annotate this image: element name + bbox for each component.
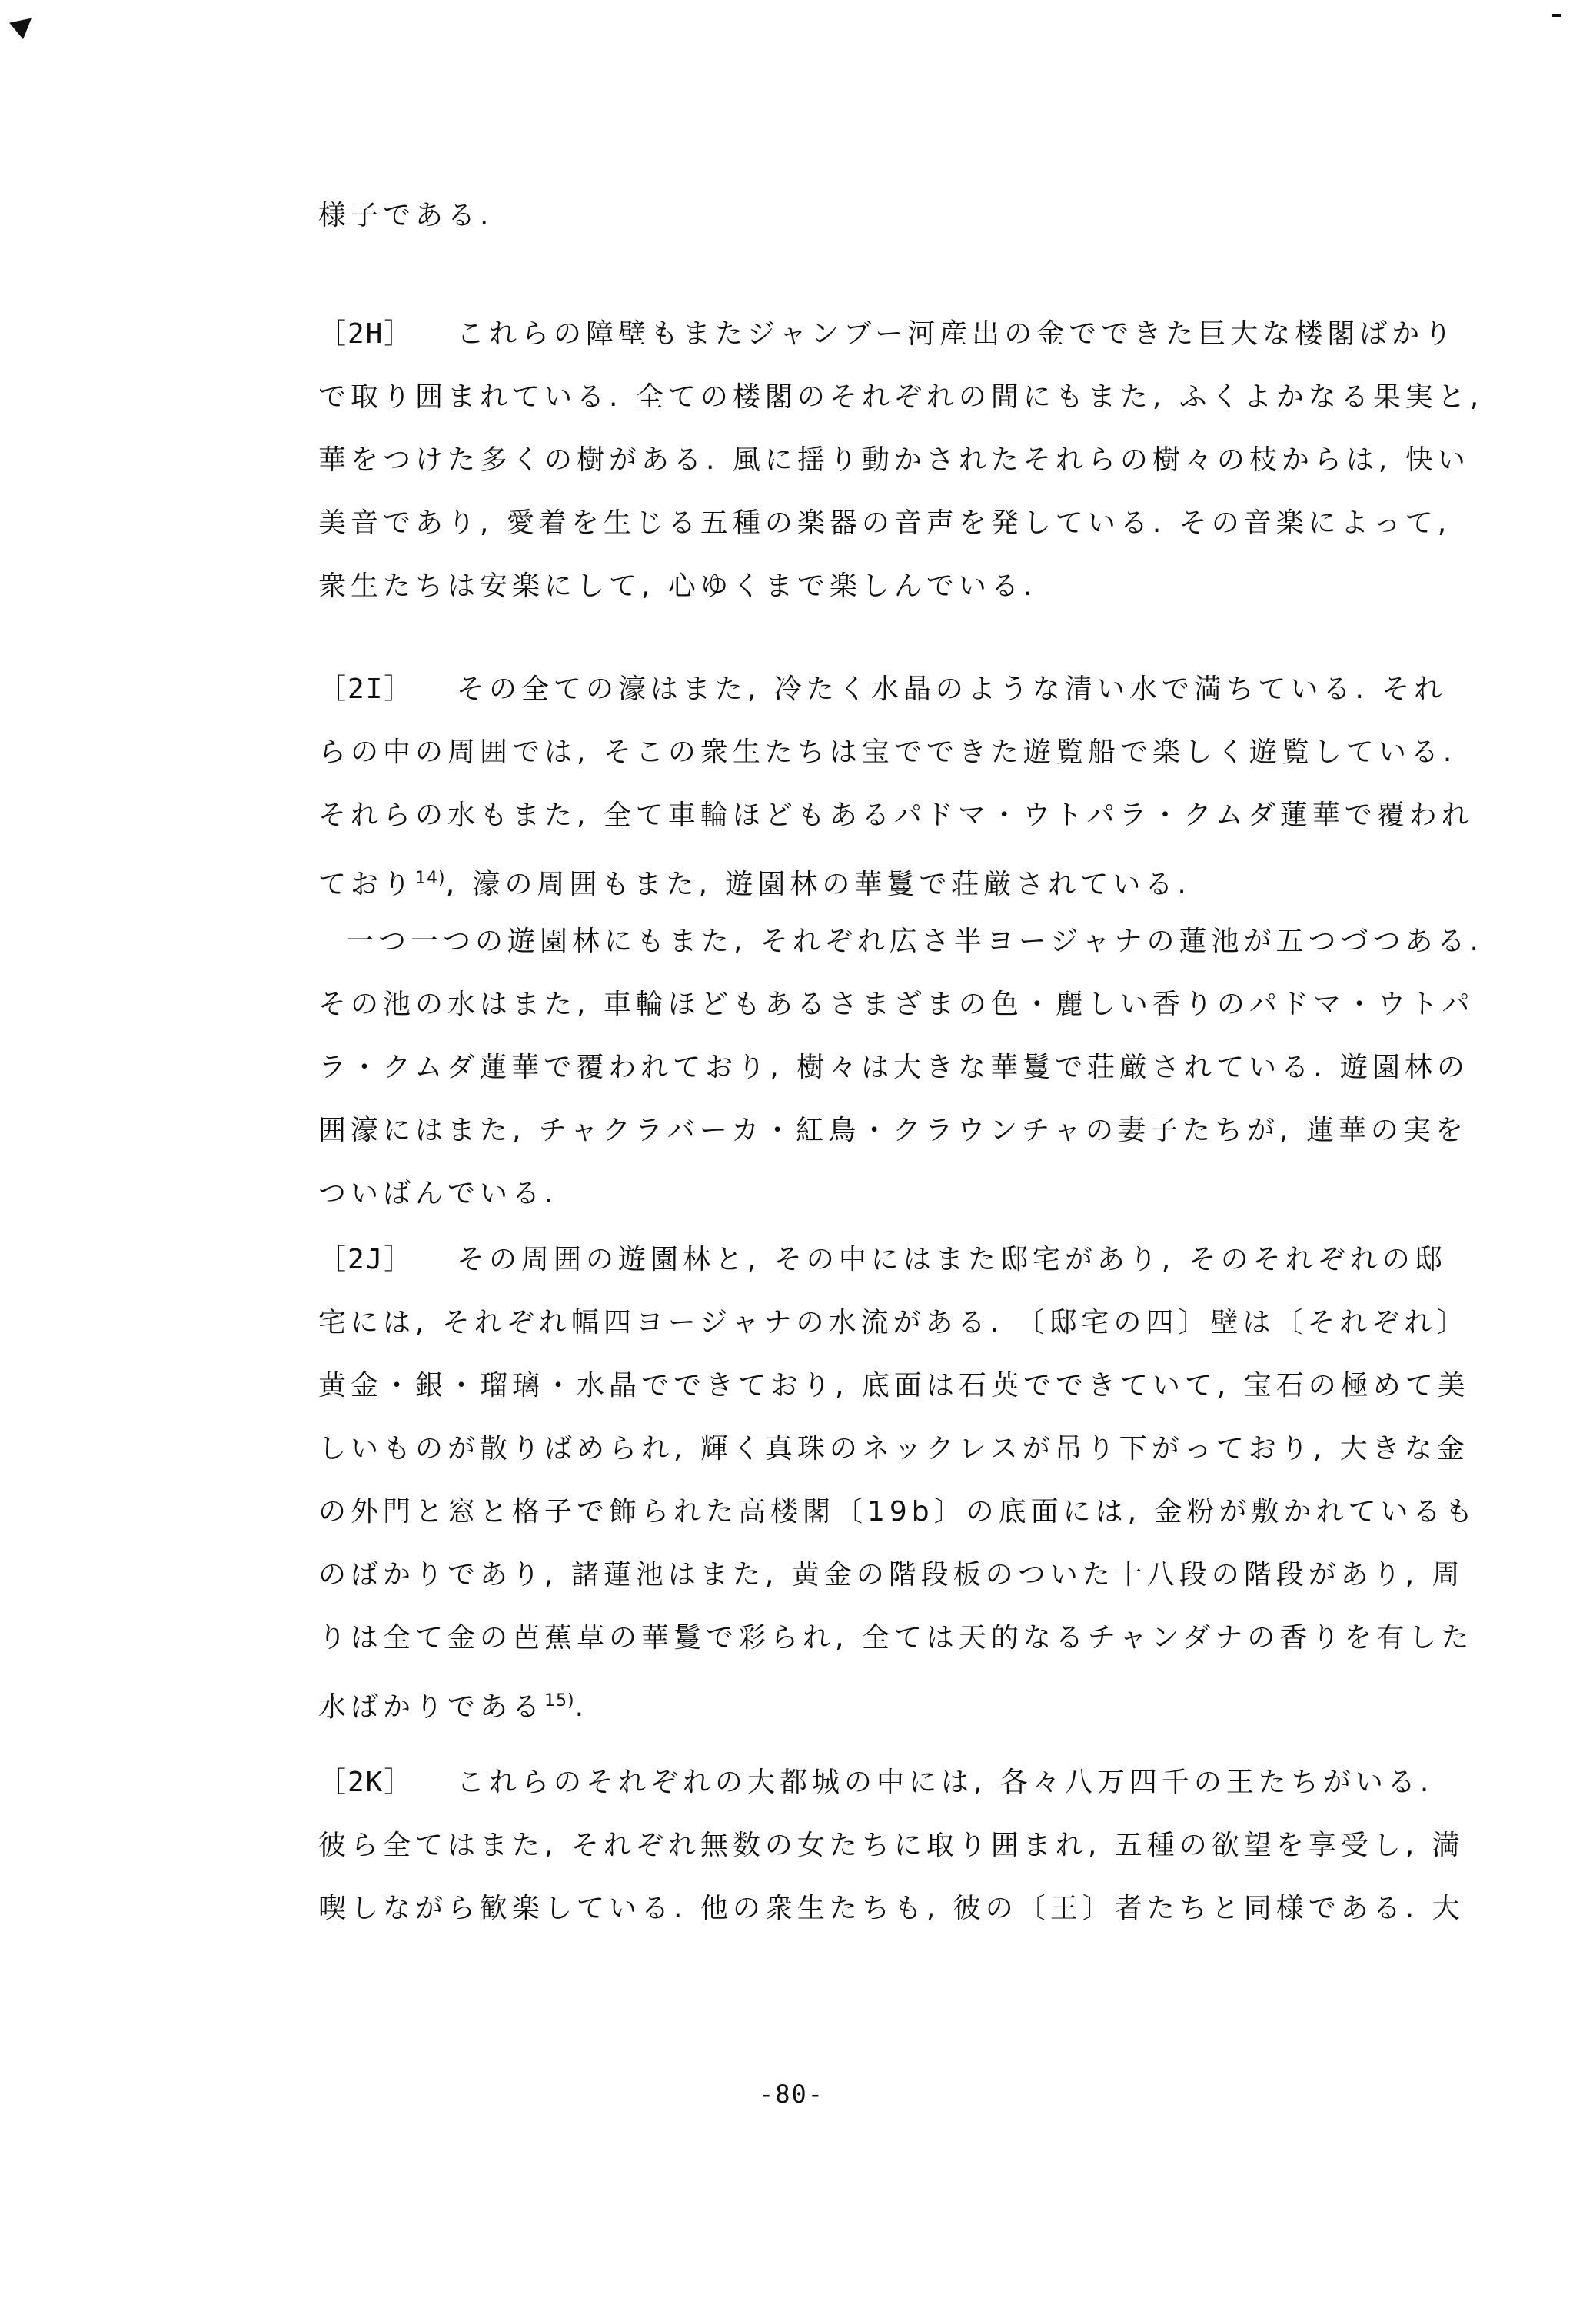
text-line: ［2J］ その周囲の遊園林と, その中にはまた邸宅があり, そのそれぞれの邸 bbox=[318, 1228, 1518, 1292]
text-line: ラ・クムダ蓮華で覆われており, 樹々は大きな華鬘で荘厳されている. 遊園林の bbox=[318, 1052, 1470, 1083]
text-line: 黄金・銀・瑠璃・水晶でできており, 底面は石英でできていて, 宝石の極めて美 bbox=[318, 1370, 1470, 1401]
text-line: 様子である. bbox=[318, 200, 494, 231]
text-line: らの中の周囲では, そこの衆生たちは宝でできた遊覧船で楽しく遊覧している. bbox=[318, 736, 1457, 768]
text-line: 彼ら全てはまた, それぞれ無数の女たちに取り囲まれ, 五種の欲望を享受し, 満 bbox=[318, 1830, 1465, 1861]
text-line: それらの水もまた, 全て車輪ほどもあるパドマ・ウトパラ・クムダ蓮華で覆われ bbox=[318, 800, 1474, 831]
text-line: 囲濠にはまた, チャクラバーカ・紅鳥・クラウンチャの妻子たちが, 蓮華の実を bbox=[318, 1115, 1468, 1146]
section-2j bbox=[318, 1228, 1518, 1733]
text-line: ており$^{14)}$, 濠の周囲もまた, 遊園林の華鬘で荘厳されている. bbox=[318, 869, 1191, 900]
text-line: ついばんでいる. bbox=[318, 1178, 558, 1209]
text-line: ［2H］ これらの障壁もまたジャンブー河産出の金でできた巨大な楼閣ばかり bbox=[318, 303, 1518, 366]
footnote-ref-14: 14) bbox=[415, 869, 446, 888]
scan-corner-mark-left bbox=[9, 10, 38, 39]
section-tag: ［2I］ bbox=[318, 673, 414, 705]
section-2i bbox=[318, 658, 1518, 1225]
text-line: りは全て金の芭蕉草の華鬘で彩られ, 全ては天的なるチャンダナの香りを有した bbox=[318, 1622, 1474, 1654]
continuation-paragraph bbox=[318, 185, 1518, 248]
section-2k bbox=[318, 1751, 1518, 1940]
text-line: しいものが散りばめられ, 輝く真珠のネックレスが吊り下がっており, 大きな金 bbox=[318, 1433, 1469, 1465]
text-line: 衆生たちは安楽にして, 心ゆくまで楽しんでいる. bbox=[318, 570, 1037, 602]
text-line: 美音であり, 愛着を生じる五種の楽器の音声を発している. その音楽によって, bbox=[318, 507, 1452, 539]
text-line: 一つ一つの遊園林にもまた, それぞれ広さ半ヨージャナの蓮池が五つづつある. bbox=[346, 926, 1483, 957]
section-tag: ［2J］ bbox=[318, 1244, 414, 1275]
footnote-ref-15: 15) bbox=[544, 1691, 575, 1711]
text-line: その池の水はまた, 車輪ほどもあるさまざまの色・麗しい香りのパドマ・ウトパ bbox=[318, 989, 1475, 1020]
section-2h bbox=[318, 303, 1518, 618]
text-line: 宅には, それぞれ幅四ヨージャナの水流がある. 〔邸宅の四〕壁は〔それぞれ〕 bbox=[318, 1307, 1469, 1338]
section-tag: ［2K］ bbox=[318, 1767, 414, 1798]
text-line: 水ばかりである$^{15)}$. bbox=[318, 1691, 589, 1723]
text-line: の外門と窓と格子で飾られた高楼閣〔19b〕の底面には, 金粉が敷かれているも bbox=[318, 1496, 1478, 1528]
text-line: のばかりであり, 諸蓮池はまた, 黄金の階段板のついた十八段の階段があり, 周 bbox=[318, 1559, 1465, 1591]
text-line: ［2I］ その全ての濠はまた, 冷たく水晶のような清い水で満ちている. それ bbox=[318, 658, 1518, 721]
scan-corner-mark-right bbox=[1552, 14, 1561, 17]
text-line: で取り囲まれている. 全ての楼閣のそれぞれの間にもまた, ふくよかなる果実と, bbox=[318, 381, 1484, 413]
text-line: 喫しながら歓楽している. 他の衆生たちも, 彼の〔王〕者たちと同様である. 大 bbox=[318, 1893, 1465, 1924]
text-line: ［2K］ これらのそれぞれの大都城の中には, 各々八万四千の王たちがいる. bbox=[318, 1751, 1518, 1814]
text-line: 華をつけた多くの樹がある. 風に揺り動かされたそれらの樹々の枝からは, 快い bbox=[318, 444, 1470, 476]
section-tag: ［2H］ bbox=[318, 318, 414, 350]
page-number: -80- bbox=[758, 2080, 825, 2109]
